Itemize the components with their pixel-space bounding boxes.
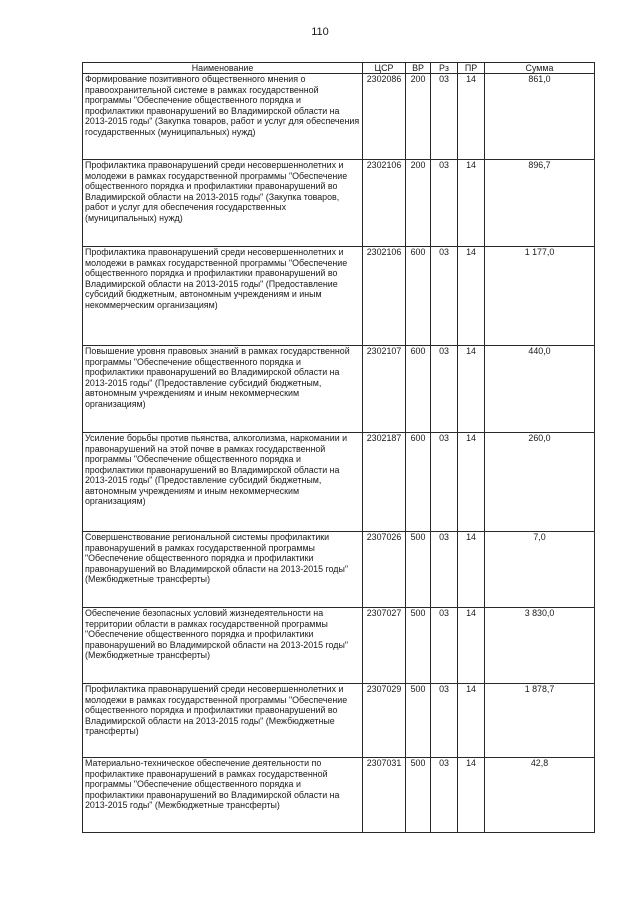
table-row <box>83 608 595 684</box>
row-csr: 2307026 <box>363 532 406 608</box>
row-rz: 03 <box>431 684 458 758</box>
table-row <box>83 160 595 247</box>
row-pr: 14 <box>458 684 485 758</box>
table-row <box>83 758 595 833</box>
row-sum: 260,0 <box>485 433 595 532</box>
row-vr: 500 <box>406 684 431 758</box>
row-rz: 03 <box>431 433 458 532</box>
row-sum: 440,0 <box>485 346 595 433</box>
row-pr: 14 <box>458 74 485 160</box>
row-name: Обеспечение безопасных условий жизнедеятельности на территории области в рамках государственной программы "Обеспечение общественного порядка и профилактики правонарушений во Владимирской области на 2013-2015 годы" (Межбюджетные трансферты) <box>83 608 363 684</box>
row-pr: 14 <box>458 160 485 247</box>
header-pr: ПР <box>458 63 485 74</box>
row-vr: 500 <box>406 608 431 684</box>
row-vr: 200 <box>406 160 431 247</box>
row-vr: 600 <box>406 346 431 433</box>
row-csr: 2307027 <box>363 608 406 684</box>
row-rz: 03 <box>431 532 458 608</box>
row-sum: 861,0 <box>485 74 595 160</box>
table-row <box>83 684 595 758</box>
row-sum: 3 830,0 <box>485 608 595 684</box>
row-pr: 14 <box>458 608 485 684</box>
row-csr: 2302107 <box>363 346 406 433</box>
row-vr: 200 <box>406 74 431 160</box>
row-csr: 2307031 <box>363 758 406 833</box>
row-vr: 600 <box>406 247 431 346</box>
row-pr: 14 <box>458 758 485 833</box>
row-name: Профилактика правонарушений среди несовершеннолетних и молодежи в рамках государственной программы "Обеспечение общественного порядка и профилактики правонарушений во Владимирской области на 2013-2015 годы" (Межбюджетные трансферты) <box>83 684 363 758</box>
table-row <box>83 247 595 346</box>
row-name: Материально-техническое обеспечение деятельности по профилактике правонарушений в рамках государственной программы "Обеспечение общественного порядка и профилактики правонарушений во Владимирской области на 2013-2015 годы" (Межбюджетные трансферты) <box>83 758 363 833</box>
row-pr: 14 <box>458 433 485 532</box>
budget-table <box>82 62 595 833</box>
row-name: Профилактика правонарушений среди несовершеннолетних и молодежи в рамках государственной программы "Обеспечение общественного порядка и профилактики правонарушений во Владимирской области на 2013-2015 годы" (Закупка товаров, работ и услуг для обеспечения государственных (муниципальных) нужд) <box>83 160 363 247</box>
row-rz: 03 <box>431 608 458 684</box>
table-row <box>83 433 595 532</box>
row-pr: 14 <box>458 247 485 346</box>
header-sum: Сумма <box>485 63 595 74</box>
row-pr: 14 <box>458 346 485 433</box>
row-rz: 03 <box>431 160 458 247</box>
header-csr: ЦСР <box>363 63 406 74</box>
row-name: Усиление борьбы против пьянства, алкоголизма, наркомании и правонарушений на этой почве в рамках государственной программы "Обеспечение общественного порядка и профилактики правонарушений во Владимирской области на 2013-2015 годы" (Предоставление субсидий бюджетным, автономным учреждениям и иным некоммерческим организациям) <box>83 433 363 532</box>
row-pr: 14 <box>458 532 485 608</box>
table-row <box>83 532 595 608</box>
row-vr: 500 <box>406 532 431 608</box>
header-vr: ВР <box>406 63 431 74</box>
table-header-row <box>83 63 595 74</box>
row-csr: 2307029 <box>363 684 406 758</box>
row-sum: 1 177,0 <box>485 247 595 346</box>
row-sum: 896,7 <box>485 160 595 247</box>
row-csr: 2302187 <box>363 433 406 532</box>
row-vr: 500 <box>406 758 431 833</box>
table-row <box>83 74 595 160</box>
row-sum: 42,8 <box>485 758 595 833</box>
row-sum: 7,0 <box>485 532 595 608</box>
row-name: Повышение уровня правовых знаний в рамках государственной программы "Обеспечение общественного порядка и профилактики правонарушений во Владимирской области на 2013-2015 годы" (Предоставление субсидий бюджетным, автономным учреждениям и иным некоммерческим организациям) <box>83 346 363 433</box>
row-csr: 2302086 <box>363 74 406 160</box>
header-rz: Рз <box>431 63 458 74</box>
table-row <box>83 346 595 433</box>
row-rz: 03 <box>431 247 458 346</box>
row-csr: 2302106 <box>363 160 406 247</box>
row-rz: 03 <box>431 74 458 160</box>
row-rz: 03 <box>431 758 458 833</box>
row-csr: 2302106 <box>363 247 406 346</box>
row-name: Профилактика правонарушений среди несовершеннолетних и молодежи в рамках государственной программы "Обеспечение общественного порядка и профилактики правонарушений во Владимирской области на 2013-2015 годы" (Предоставление субсидий бюджетным, автономным учреждениям и иным некоммерческим организациям) <box>83 247 363 346</box>
header-name: Наименование <box>83 63 363 74</box>
row-name: Формирование позитивного общественного мнения о правоохранительной системе в рамках государственной программы "Обеспечение общественного порядка и профилактики правонарушений во Владимирской области на 2013-2015 годы" (Закупка товаров, работ и услуг для обеспечения государственных (муниципальных) нужд) <box>83 74 363 160</box>
row-vr: 600 <box>406 433 431 532</box>
row-name: Совершенствование региональной системы профилактики правонарушений в рамках государственной программы "Обеспечение общественного порядка и профилактики правонарушений во Владимирской области на 2013-2015 годы" (Межбюджетные трансферты) <box>83 532 363 608</box>
row-rz: 03 <box>431 346 458 433</box>
row-sum: 1 878,7 <box>485 684 595 758</box>
page-number: 110 <box>311 26 329 38</box>
